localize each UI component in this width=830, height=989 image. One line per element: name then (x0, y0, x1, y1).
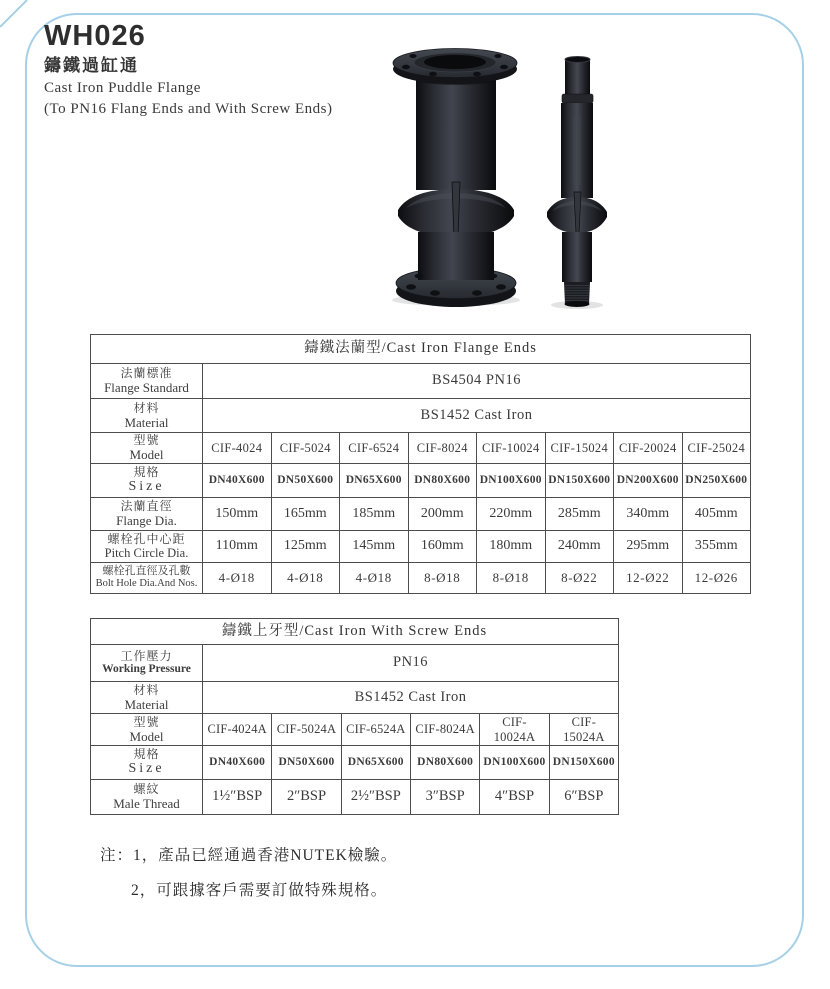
bottom-threaded-end (564, 282, 590, 307)
spec-cell: 145mm (340, 531, 409, 563)
table-title: 鑄鐵法蘭型/Cast Iron Flange Ends (91, 335, 751, 364)
info-value: BS1452 Cast Iron (203, 399, 751, 433)
row-label-zh: 材料 (133, 400, 160, 415)
info-value: BS1452 Cast Iron (203, 682, 619, 714)
top-screw-end (562, 57, 593, 104)
spec-cell: CIF-15024 (545, 433, 614, 464)
row-label-en: Flange Dia. (116, 513, 177, 529)
row-label-en: Working Pressure (102, 663, 191, 676)
spec-cell: 185mm (340, 498, 409, 531)
spec-cell: 2½″BSP (341, 780, 410, 815)
info-value: PN16 (203, 645, 619, 682)
row-label-zh: 型號 (133, 714, 160, 729)
flange-ends-spec-table (90, 334, 751, 594)
row-label-en: Bolt Hole Dia.And Nos. (95, 578, 198, 590)
spec-cell: DN100X600 (480, 746, 549, 780)
upper-shaft (561, 103, 593, 198)
row-label-en: Male Thread (113, 796, 180, 812)
spec-cell: 125mm (271, 531, 340, 563)
lower-shaft (562, 232, 592, 282)
row-label-zh: 螺栓孔中心距 (107, 532, 186, 547)
puddle-collar (398, 182, 514, 237)
row-label-zh: 螺栓孔直徑及孔數 (102, 565, 191, 578)
row-label-en: Size (128, 479, 165, 495)
spec-cell: DN80X600 (408, 464, 477, 498)
spec-cell: 12-Ø26 (682, 563, 751, 594)
spec-cell: CIF-8024 (408, 433, 477, 464)
row-label (91, 714, 203, 746)
spec-cell: CIF-4024 (203, 433, 272, 464)
spec-cell: 180mm (477, 531, 546, 563)
spec-cell: 110mm (203, 531, 272, 563)
spec-cell: DN50X600 (272, 746, 341, 780)
spec-cell: DN100X600 (477, 464, 546, 498)
spec-cell: CIF-6524A (341, 714, 410, 746)
spec-cell: 285mm (545, 498, 614, 531)
row-label (91, 563, 203, 594)
row-label-zh: 規格 (133, 747, 160, 762)
row-label-zh: 材料 (133, 682, 160, 697)
row-label (91, 780, 203, 815)
row-label-en: Material (124, 696, 169, 712)
row-label (91, 682, 203, 714)
top-flange (393, 49, 517, 85)
row-label (91, 645, 203, 682)
product-subtitle: (To PN16 Flang Ends and With Screw Ends) (44, 101, 333, 117)
puddle-collar (547, 192, 607, 233)
spec-cell: 12-Ø22 (614, 563, 683, 594)
spec-cell: 2″BSP (272, 780, 341, 815)
spec-cell: 8-Ø18 (408, 563, 477, 594)
spec-cell: 200mm (408, 498, 477, 531)
row-label (91, 364, 203, 399)
spec-cell: CIF-15024A (549, 714, 618, 746)
table-title: 鑄鐵上牙型/Cast Iron With Screw Ends (91, 619, 619, 645)
screw-end-fitting-illustration (545, 56, 609, 310)
spec-cell: 4-Ø18 (340, 563, 409, 594)
row-label-zh: 法蘭直徑 (120, 499, 173, 514)
spec-cell: DN80X600 (410, 746, 479, 780)
spec-cell: DN40X600 (203, 746, 272, 780)
spec-cell: CIF-8024A (410, 714, 479, 746)
row-label-en: Pitch Circle Dia. (104, 546, 189, 561)
spec-cell: DN40X600 (203, 464, 272, 498)
spec-cell: 8-Ø18 (477, 563, 546, 594)
spec-cell: 355mm (682, 531, 751, 563)
note-line-2: 2，可跟據客戶需要訂做特殊規格。 (131, 882, 388, 899)
row-label (91, 498, 203, 531)
corner-accent-line (0, 0, 44, 44)
spec-cell: 3″BSP (410, 780, 479, 815)
row-label-zh: 螺紋 (133, 782, 160, 797)
spec-cell: DN65X600 (340, 464, 409, 498)
spec-cell: 160mm (408, 531, 477, 563)
spec-cell: DN250X600 (682, 464, 751, 498)
screw-ends-spec-table (90, 618, 619, 815)
spec-cell: CIF-10024 (477, 433, 546, 464)
spec-cell: CIF-5024A (272, 714, 341, 746)
spec-cell: DN50X600 (271, 464, 340, 498)
spec-cell: 6″BSP (549, 780, 618, 815)
page-header (44, 22, 332, 117)
spec-cell: 295mm (614, 531, 683, 563)
row-label (91, 433, 203, 464)
spec-cell: 4″BSP (480, 780, 549, 815)
row-label-en: Size (128, 761, 165, 777)
notes (100, 843, 397, 900)
spec-cell: CIF-20024 (614, 433, 683, 464)
product-code: WH026 (44, 20, 146, 52)
info-value: BS4504 PN16 (203, 364, 751, 399)
upper-barrel (416, 70, 496, 190)
spec-cell: DN200X600 (614, 464, 683, 498)
row-label (91, 746, 203, 780)
row-label-en: Model (129, 447, 164, 463)
row-label-zh: 工作壓力 (120, 649, 173, 664)
spec-cell: 150mm (203, 498, 272, 531)
spec-cell: 4-Ø18 (203, 563, 272, 594)
row-label (91, 464, 203, 498)
flange-end-fitting-illustration (390, 48, 520, 310)
row-label (91, 399, 203, 433)
spec-cell: CIF-4024A (203, 714, 272, 746)
spec-cell: CIF-10024A (480, 714, 549, 746)
spec-cell: 1½″BSP (203, 780, 272, 815)
row-label-en: Material (124, 414, 169, 430)
spec-cell: CIF-6524 (340, 433, 409, 464)
spec-cell: DN150X600 (545, 464, 614, 498)
spec-cell: 4-Ø18 (271, 563, 340, 594)
bottom-flange (396, 232, 516, 307)
spec-cell: 220mm (477, 498, 546, 531)
product-title-en: Cast Iron Puddle Flange (44, 80, 201, 96)
spec-cell: 405mm (682, 498, 751, 531)
row-label-zh: 規格 (133, 465, 160, 480)
spec-cell: 340mm (614, 498, 683, 531)
row-label (91, 531, 203, 563)
spec-cell: DN65X600 (341, 746, 410, 780)
row-label-zh: 法蘭標准 (120, 366, 173, 381)
spec-cell: 165mm (271, 498, 340, 531)
spec-cell: DN150X600 (549, 746, 618, 780)
product-title-zh: 鑄鐵過缸通 (44, 56, 139, 75)
spec-cell: CIF-25024 (682, 433, 751, 464)
spec-cell: CIF-5024 (271, 433, 340, 464)
row-label-zh: 型號 (133, 433, 160, 448)
row-label-en: Flange Standard (104, 380, 189, 396)
spec-cell: 8-Ø22 (545, 563, 614, 594)
row-label-en: Model (129, 728, 164, 744)
note-line-1: 注：1，產品已經通過香港NUTEK檢驗。 (100, 847, 398, 864)
spec-cell: 240mm (545, 531, 614, 563)
